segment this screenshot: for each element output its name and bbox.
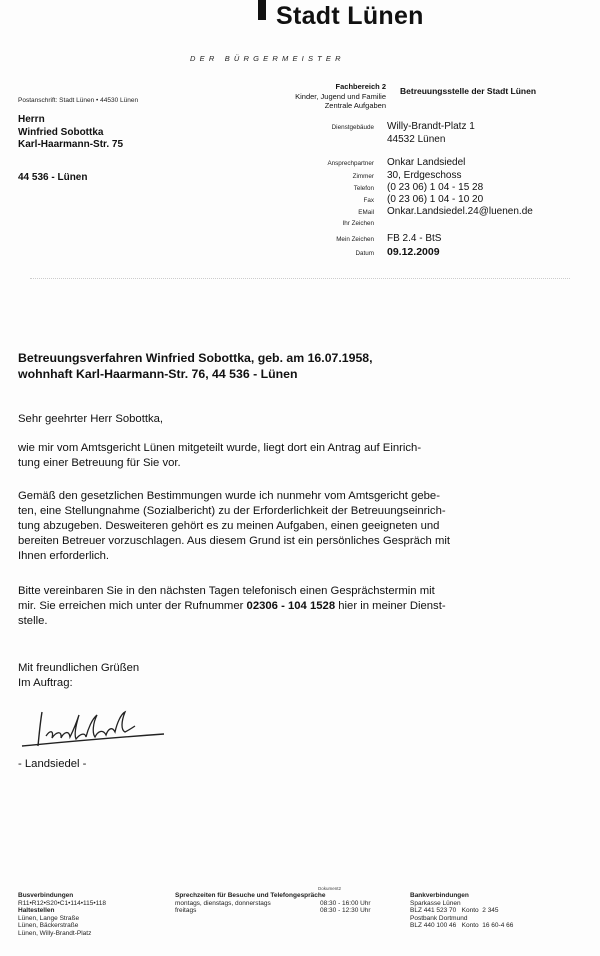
closing-line: Im Auftrag: — [18, 677, 73, 689]
contact-label: Dienstgebäude — [331, 124, 374, 131]
recipient-city: 44 536 - Lünen — [18, 172, 88, 183]
return-address: Postanschrift: Stadt Lünen • 44530 Lünen — [18, 97, 139, 104]
contact-value: (0 23 06) 1 04 - 10 20 — [387, 194, 484, 205]
contact-value: Onkar.Landsiedel.24@luenen.de — [387, 206, 533, 217]
letterhead-city: Stadt Lünen — [276, 2, 424, 30]
bank-line: Sparkasse Lünen — [410, 899, 461, 907]
contact-value: (0 23 06) 1 04 - 15 28 — [387, 182, 484, 193]
contact-label: Fax — [363, 197, 374, 204]
contact-value: FB 2.4 - BtS — [387, 233, 442, 244]
phone-number: 02306 - 104 1528 — [246, 600, 336, 612]
footer-heading: Busverbindungen — [18, 892, 74, 899]
contact-label: Zimmer — [352, 173, 374, 180]
paragraph-line: stelle. — [18, 615, 48, 627]
department-office: Betreuungsstelle der Stadt Lünen — [400, 86, 537, 96]
paragraph-line: tung abzugeben. Desweiteren gehört es zu meinen Aufgaben, einen geeigneten und — [18, 520, 440, 532]
paragraph-line: Gemäß den gesetzlichen Bestimmungen wurde ich nunmehr vom Amtsgericht gebe- — [18, 490, 440, 502]
department-line3: Zentrale Aufgaben — [324, 101, 386, 110]
hours-row — [175, 900, 390, 908]
letterhead-subtitle: DER BÜRGERMEISTER — [190, 54, 345, 63]
contact-row — [270, 246, 600, 259]
contact-label: EMail — [358, 209, 374, 216]
contact-label: Ansprechpartner — [327, 160, 374, 167]
contact-label: Datum — [355, 250, 374, 257]
hours-time: 08:30 - 16:00 Uhr — [320, 899, 371, 907]
bank-line: BLZ 441 523 70 Konto 2 345 — [410, 907, 499, 915]
document-mark: Dokument2 — [318, 886, 342, 891]
hours-days: freitags — [175, 907, 197, 915]
closing — [18, 661, 578, 691]
paragraph-line — [18, 599, 578, 614]
footer-heading: Sprechzeiten für Besuche und Telefongespräche — [175, 892, 326, 899]
paragraph-2 — [18, 489, 578, 564]
contact-row — [270, 220, 600, 233]
hours-days: montags, dienstags, donnerstags — [175, 899, 271, 907]
paragraph-line: tung einer Betreuung für Sie vor. — [18, 457, 181, 469]
bank-line: Postbank Dortmund — [410, 914, 468, 922]
contact-label: Telefon — [353, 185, 374, 192]
footer-heading: Haltestellen — [18, 907, 55, 915]
footer-transport — [18, 892, 106, 938]
contact-row — [270, 157, 600, 170]
contact-value: Willy-Brandt-Platz 1 — [387, 121, 475, 132]
contact-row — [270, 170, 600, 182]
paragraph-text: hier in meiner Dienst- — [335, 600, 446, 612]
hours-row — [175, 907, 390, 915]
contact-row — [270, 206, 600, 220]
paragraph-text: mir. Sie erreichen mich unter der Rufnummer — [18, 600, 247, 612]
footer-hours — [175, 892, 390, 915]
bus-lines: R11•R12•S20•C1•114•115•118 — [18, 899, 106, 907]
contact-value: 30, Erdgeschoss — [387, 170, 462, 181]
subject — [18, 350, 373, 382]
greeting: Sehr geehrter Herr Sobottka, — [18, 413, 164, 425]
logo-bar — [258, 0, 266, 20]
paragraph-line: bereiten Betreuer vorzuschlagen. Aus diesem Grund ist ein persönliches Gespräch mit — [18, 535, 451, 547]
contact-row — [270, 182, 600, 194]
paragraph-1 — [18, 441, 578, 471]
closing-line: Mit freundlichen Grüßen — [18, 662, 140, 674]
stop-item: Lünen, Bäckerstraße — [18, 922, 79, 930]
contact-row — [270, 134, 600, 147]
contact-label: Mein Zeichen — [336, 236, 374, 243]
contact-label: Ihr Zeichen — [342, 220, 374, 227]
recipient-block — [18, 114, 123, 152]
paragraph-line: Ihnen erforderlich. — [18, 550, 110, 562]
recipient-name: Winfried Sobottka — [18, 126, 104, 138]
recipient-street: Karl-Haarmann-Str. 75 — [18, 139, 124, 150]
paragraph-line: ten, eine Stellungnahme (Sozialbericht) zu der Erforderlichkeit der Betreuungseinrich- — [18, 505, 446, 517]
contact-row — [270, 147, 600, 157]
contact-row — [270, 233, 600, 246]
stop-item: Lünen, Willy-Brandt-Platz — [18, 929, 92, 937]
hours-time: 08:30 - 12:30 Uhr — [320, 907, 371, 915]
signer-name: - Landsiedel - — [18, 758, 87, 770]
subject-line-2: wohnhaft Karl-Haarmann-Str. 76, 44 536 - Lünen — [18, 367, 298, 381]
footer-heading: Bankverbindungen — [410, 892, 469, 899]
handwritten-signature — [14, 706, 174, 758]
department-line2: Kinder, Jugend und Familie — [295, 91, 386, 101]
footer-bank — [410, 892, 513, 930]
department-block — [250, 82, 386, 111]
paragraph-line: wie mir vom Amtsgericht Lünen mitgeteilt wurde, liegt dort ein Antrag auf Einrich- — [18, 442, 422, 454]
fold-mark — [30, 278, 570, 282]
contact-info — [270, 121, 600, 259]
recipient-salutation: Herrn — [18, 114, 45, 125]
contact-row — [270, 194, 600, 206]
paragraph-line: Bitte vereinbaren Sie in den nächsten Tagen telefonisch einen Gesprächstermin mit — [18, 585, 435, 597]
contact-value: 09.12.2009 — [387, 246, 440, 258]
contact-row — [270, 121, 600, 134]
subject-line-1: Betreuungsverfahren Winfried Sobottka, geb. am 16.07.1958, — [18, 351, 373, 365]
contact-value: 44532 Lünen — [387, 134, 446, 145]
stop-item: Lünen, Lange Straße — [18, 914, 80, 922]
bank-line: BLZ 440 100 46 Konto 16 60-4 66 — [410, 922, 514, 930]
paragraph-3 — [18, 584, 578, 629]
contact-value: Onkar Landsiedel — [387, 157, 466, 168]
department-name: Fachbereich 2 — [335, 82, 386, 91]
